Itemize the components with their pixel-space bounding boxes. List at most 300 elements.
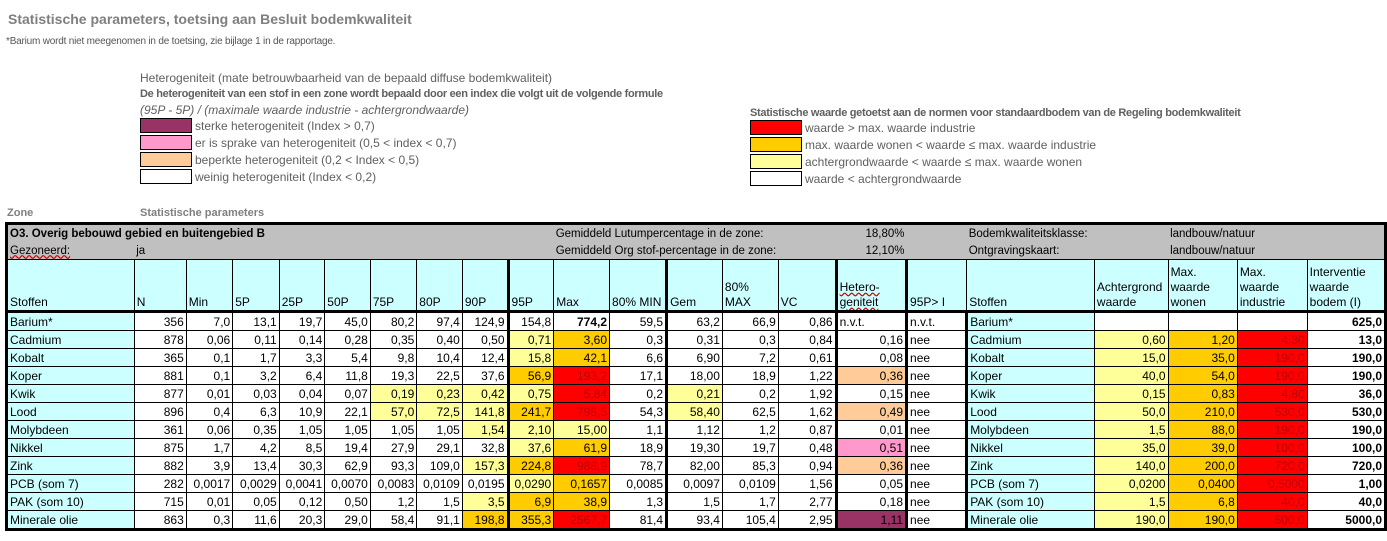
- stat-cell: 6,9: [508, 493, 554, 511]
- stat-cell: 13,1: [233, 312, 279, 331]
- stat-cell: 61,9: [554, 439, 610, 457]
- gezoneerd-label: Gezoneerd:: [7, 242, 135, 260]
- stat-cell: 0,31: [667, 331, 723, 349]
- stat-cell: nee: [907, 439, 967, 457]
- substance-name: Lood: [7, 403, 135, 421]
- stat-cell: 56,9: [508, 367, 554, 385]
- norm-legend: [750, 107, 1240, 187]
- stat-cell: 6,90: [667, 349, 723, 367]
- stat-cell: 3,9: [186, 457, 232, 475]
- substance-name: PAK (som 10): [7, 493, 135, 511]
- stat-cell: 0,3: [610, 331, 667, 349]
- stat-cell: 0,05: [233, 493, 279, 511]
- legend-label: sterke heterogeniteit (Index > 0,7): [195, 118, 375, 133]
- column-header: 5P: [233, 260, 279, 312]
- stat-cell: 1,05: [370, 421, 416, 439]
- substance-name: Nikkel: [7, 439, 135, 457]
- norm-cell: 0,0400: [1168, 475, 1237, 493]
- stat-cell: 0,03: [233, 385, 279, 403]
- stat-cell: 93,4: [667, 511, 723, 530]
- stat-cell: 1,05: [279, 421, 325, 439]
- stat-cell: 29,1: [417, 439, 463, 457]
- stat-cell: nee: [907, 403, 967, 421]
- stat-cell: 0,1657: [554, 475, 610, 493]
- stat-cell: 19,30: [667, 439, 723, 457]
- stat-cell: 0,0109: [417, 475, 463, 493]
- stat-cell: 0,71: [508, 331, 554, 349]
- legend-label: weinig heterogeniteit (Index < 0,2): [195, 169, 377, 184]
- stat-cell: 0,48: [778, 439, 836, 457]
- stat-cell: 18,9: [722, 367, 778, 385]
- legend-swatch: [140, 118, 192, 133]
- stat-cell: 988,9: [554, 457, 610, 475]
- stat-cell: 0,16: [836, 331, 906, 349]
- stat-cell: 18,00: [667, 367, 723, 385]
- stat-cell: 17,1: [610, 367, 667, 385]
- legend-item: [750, 136, 1240, 153]
- stat-cell: 13,4: [233, 457, 279, 475]
- stat-cell: 12,4: [462, 349, 508, 367]
- stat-cell: 29,0: [325, 511, 371, 530]
- stat-cell: 193,2: [554, 367, 610, 385]
- substance-name: Barium*: [967, 312, 1095, 331]
- stat-cell: 356: [134, 312, 186, 331]
- norm-cell: 190,0: [1307, 367, 1385, 385]
- stat-cell: 0,4: [186, 403, 232, 421]
- stat-cell: 37,6: [462, 367, 508, 385]
- stat-cell: 22,5: [417, 367, 463, 385]
- stat-cell: 0,3: [722, 331, 778, 349]
- substance-name: Lood: [967, 403, 1095, 421]
- stat-cell: 224,8: [508, 457, 554, 475]
- stat-cell: 0,18: [836, 493, 906, 511]
- norm-cell: 39,0: [1168, 439, 1237, 457]
- stat-cell: 0,0029: [233, 475, 279, 493]
- stat-cell: 0,3: [186, 511, 232, 530]
- norm-cell: 0,5000: [1237, 475, 1307, 493]
- legend-swatch: [750, 171, 802, 186]
- norm-cell: 190,0: [1307, 421, 1385, 439]
- norm-legend-title: Statistische waarde getoetst aan de normen voor standaardbodem van de Regeling bodemkwaliteit: [750, 107, 1241, 119]
- stat-cell: n.v.t.: [907, 312, 967, 331]
- substance-name: Cadmium: [7, 331, 135, 349]
- column-header: Max: [554, 260, 610, 312]
- stat-cell: 93,3: [370, 457, 416, 475]
- stat-cell: 0,11: [233, 331, 279, 349]
- stat-cell: 82,00: [667, 457, 723, 475]
- stat-cell: 0,36: [836, 457, 906, 475]
- column-header: N: [134, 260, 186, 312]
- legend-swatch: [140, 135, 192, 150]
- norm-cell: 35,0: [1094, 439, 1168, 457]
- hetero-legend-description: De heterogeniteit van een stof in een zone wordt bepaald door een index die volgt uit de volgende formule: [140, 88, 663, 100]
- table-row: [7, 457, 1386, 475]
- table-row: [7, 349, 1386, 367]
- stat-cell: 0,0097: [667, 475, 723, 493]
- norm-cell: 100,0: [1237, 439, 1307, 457]
- stat-cell: 0,75: [508, 385, 554, 403]
- stat-cell: 5,84: [554, 385, 610, 403]
- stat-cell: 141,8: [462, 403, 508, 421]
- stat-cell: 91,1: [417, 511, 463, 530]
- stat-cell: 27,9: [370, 439, 416, 457]
- norm-cell: 1,5: [1094, 421, 1168, 439]
- substance-name: Kwik: [7, 385, 135, 403]
- barium-note: *Barium wordt niet meegenomen in de toetsing, zie bijlage 1 in de rapportage.: [6, 36, 336, 47]
- stat-cell: 3,3: [279, 349, 325, 367]
- stat-cell: 863: [134, 511, 186, 530]
- table-row: [7, 403, 1386, 421]
- stat-cell: 0,94: [778, 457, 836, 475]
- stat-cell: 1,7: [233, 349, 279, 367]
- table-row: [7, 331, 1386, 349]
- stat-cell: 1,3: [610, 493, 667, 511]
- stat-cell: 20,3: [279, 511, 325, 530]
- legend-label: max. waarde wonen < waarde ≤ max. waarde industrie: [805, 137, 1097, 152]
- stat-cell: 0,0083: [370, 475, 416, 493]
- norm-cell: 36,0: [1307, 385, 1385, 403]
- stat-cell: nee: [907, 349, 967, 367]
- stat-cell: 1,62: [778, 403, 836, 421]
- stat-cell: 81,4: [610, 511, 667, 530]
- stat-cell: 1,7: [722, 493, 778, 511]
- stat-cell: 0,19: [370, 385, 416, 403]
- stat-cell: 97,4: [417, 312, 463, 331]
- legend-swatch: [750, 120, 802, 135]
- legend-label: er is sprake van heterogeniteit (0,5 < index < 0,7): [195, 135, 457, 150]
- substance-name: Minerale olie: [967, 511, 1095, 530]
- stat-cell: 78,7: [610, 457, 667, 475]
- stat-cell: 877: [134, 385, 186, 403]
- stat-cell: 15,00: [554, 421, 610, 439]
- column-header: Hetero-geniteit: [836, 260, 906, 312]
- stat-cell: 241,7: [508, 403, 554, 421]
- norm-cell: 625,0: [1307, 312, 1385, 331]
- norm-cell: 190,0: [1237, 367, 1307, 385]
- legend-swatch: [140, 169, 192, 184]
- stat-cell: 2,95: [778, 511, 836, 530]
- stat-cell: 0,01: [836, 421, 906, 439]
- stat-cell: 715: [134, 493, 186, 511]
- table-row: [7, 493, 1386, 511]
- column-header: 80% MAX: [722, 260, 778, 312]
- stat-cell: 1,5: [417, 493, 463, 511]
- norm-cell: [1094, 312, 1168, 331]
- norm-cell: 720,0: [1307, 457, 1385, 475]
- stat-cell: 0,04: [279, 385, 325, 403]
- stat-cell: 8,5: [279, 439, 325, 457]
- norm-cell: 190,0: [1237, 421, 1307, 439]
- norm-cell: 1,5: [1094, 493, 1168, 511]
- stat-cell: 1,22: [778, 367, 836, 385]
- stat-cell: 2,10: [508, 421, 554, 439]
- norm-cell: 210,0: [1168, 403, 1237, 421]
- stat-cell: nee: [907, 493, 967, 511]
- stat-cell: 3,2: [233, 367, 279, 385]
- stat-cell: 896: [134, 403, 186, 421]
- stat-cell: 355,3: [508, 511, 554, 530]
- stat-cell: 154,8: [508, 312, 554, 331]
- stat-cell: 1,1: [610, 421, 667, 439]
- stat-cell: 10,4: [417, 349, 463, 367]
- column-header: Interventie waarde bodem (I): [1307, 260, 1385, 312]
- stat-cell: 0,36: [836, 367, 906, 385]
- stat-cell: 798,5: [554, 403, 610, 421]
- kaart-value: landbouw/natuur: [1168, 242, 1385, 260]
- stat-cell: 22,1: [325, 403, 371, 421]
- norm-cell: 190,0: [1094, 511, 1168, 530]
- stat-cell: n.v.t.: [836, 312, 906, 331]
- stat-cell: 1,7: [186, 439, 232, 457]
- stat-cell: 1,12: [667, 421, 723, 439]
- stat-cell: 0,28: [325, 331, 371, 349]
- table-row: [7, 421, 1386, 439]
- stat-cell: 0,40: [417, 331, 463, 349]
- column-header: Max. waarde industrie: [1237, 260, 1307, 312]
- stat-cell: 6,3: [233, 403, 279, 421]
- stat-cell: 58,40: [667, 403, 723, 421]
- stat-cell: 80,2: [370, 312, 416, 331]
- column-header: 80P: [417, 260, 463, 312]
- stat-cell: 109,0: [417, 457, 463, 475]
- norm-cell: 13,0: [1307, 331, 1385, 349]
- gezoneerd-value: ja: [134, 242, 553, 260]
- stat-cell: 0,87: [778, 421, 836, 439]
- stat-cell: 0,12: [279, 493, 325, 511]
- stat-cell: 878: [134, 331, 186, 349]
- stat-cell: 1,54: [462, 421, 508, 439]
- stat-cell: 10,9: [279, 403, 325, 421]
- table-row: [7, 475, 1386, 493]
- norm-cell: 1,00: [1307, 475, 1385, 493]
- stat-cell: 0,50: [325, 493, 371, 511]
- stat-cell: 0,0041: [279, 475, 325, 493]
- stat-cell: 85,3: [722, 457, 778, 475]
- norm-cell: 15,0: [1094, 349, 1168, 367]
- stat-cell: 37,6: [508, 439, 554, 457]
- norm-cell: 1,20: [1168, 331, 1237, 349]
- column-header: 95P: [508, 260, 554, 312]
- stat-cell: 32,8: [462, 439, 508, 457]
- table-row: [7, 385, 1386, 403]
- column-header: 25P: [279, 260, 325, 312]
- stat-cell: 0,1: [186, 367, 232, 385]
- substance-name: Kwik: [967, 385, 1095, 403]
- stat-cell: 7,2: [722, 349, 778, 367]
- stat-cell: nee: [907, 475, 967, 493]
- norm-cell: 500,0: [1237, 511, 1307, 530]
- table-row: [7, 511, 1386, 530]
- stat-cell: 62,9: [325, 457, 371, 475]
- stat-cell: 59,5: [610, 312, 667, 331]
- stat-cell: 875: [134, 439, 186, 457]
- column-header: 95P> I: [907, 260, 967, 312]
- stat-cell: 19,7: [722, 439, 778, 457]
- column-header: Stoffen: [967, 260, 1095, 312]
- stat-label: Statistische parameters: [140, 207, 265, 219]
- statistics-table: [5, 222, 1387, 531]
- legend-swatch: [140, 152, 192, 167]
- stat-cell: 198,8: [462, 511, 508, 530]
- legend-item: [140, 117, 663, 134]
- legend-item: [750, 119, 1240, 136]
- stat-cell: 11,6: [233, 511, 279, 530]
- column-header: Achtergrond waarde: [1094, 260, 1168, 312]
- stat-cell: 18,9: [610, 439, 667, 457]
- stat-cell: 157,3: [462, 457, 508, 475]
- stat-cell: nee: [907, 367, 967, 385]
- stat-cell: 7,0: [186, 312, 232, 331]
- column-header: 80% MIN: [610, 260, 667, 312]
- norm-cell: [1168, 312, 1237, 331]
- stat-cell: 0,0109: [722, 475, 778, 493]
- table-row: [7, 439, 1386, 457]
- substance-name: PCB (som 7): [967, 475, 1095, 493]
- norm-cell: 100,0: [1307, 439, 1385, 457]
- stat-cell: 54,3: [610, 403, 667, 421]
- stat-cell: 0,01: [186, 385, 232, 403]
- substance-name: Nikkel: [967, 439, 1095, 457]
- stat-cell: 2,77: [778, 493, 836, 511]
- stat-cell: 58,4: [370, 511, 416, 530]
- stat-cell: 42,1: [554, 349, 610, 367]
- norm-cell: [1237, 312, 1307, 331]
- norm-cell: 4,30: [1237, 331, 1307, 349]
- table-row: [7, 367, 1386, 385]
- stat-cell: 0,14: [279, 331, 325, 349]
- legend-item: [750, 153, 1240, 170]
- stat-cell: 0,35: [233, 421, 279, 439]
- stat-cell: 15,8: [508, 349, 554, 367]
- stat-cell: 45,0: [325, 312, 371, 331]
- stat-cell: 5,4: [325, 349, 371, 367]
- org-value: 12,10%: [778, 242, 906, 260]
- substance-name: Molybdeen: [7, 421, 135, 439]
- stat-cell: 0,61: [778, 349, 836, 367]
- stat-cell: 3,60: [554, 331, 610, 349]
- stat-cell: 6,4: [279, 367, 325, 385]
- stat-cell: nee: [907, 421, 967, 439]
- stat-cell: 0,07: [325, 385, 371, 403]
- stat-cell: 0,35: [370, 331, 416, 349]
- hetero-formula: (95P - 5P) / (maximale waarde industrie - achtergrondwaarde): [140, 103, 470, 117]
- substance-name: Zink: [967, 457, 1095, 475]
- legend-swatch: [750, 154, 802, 169]
- stat-cell: 361: [134, 421, 186, 439]
- norm-cell: 0,60: [1094, 331, 1168, 349]
- legend-label: waarde > max. waarde industrie: [805, 120, 976, 135]
- norm-cell: 0,83: [1168, 385, 1237, 403]
- column-header: 75P: [370, 260, 416, 312]
- legend-label: beperkte heterogeniteit (0,2 < Index < 0,5): [195, 152, 420, 167]
- stat-cell: 19,7: [279, 312, 325, 331]
- stat-cell: 0,0195: [462, 475, 508, 493]
- stat-cell: 0,42: [462, 385, 508, 403]
- substance-name: PAK (som 10): [967, 493, 1095, 511]
- stat-cell: 0,0017: [186, 475, 232, 493]
- stat-cell: 0,0290: [508, 475, 554, 493]
- stat-cell: 0,84: [778, 331, 836, 349]
- stat-cell: 19,4: [325, 439, 371, 457]
- stat-cell: 62,5: [722, 403, 778, 421]
- stat-cell: 0,08: [836, 349, 906, 367]
- stat-cell: 0,0070: [325, 475, 371, 493]
- stat-cell: nee: [907, 385, 967, 403]
- stat-cell: 0,21: [667, 385, 723, 403]
- stat-cell: 1,92: [778, 385, 836, 403]
- substance-name: Minerale olie: [7, 511, 135, 530]
- stat-cell: 0,2: [722, 385, 778, 403]
- norm-cell: 40,0: [1094, 367, 1168, 385]
- lutum-value: 18,80%: [778, 224, 906, 243]
- stat-cell: 881: [134, 367, 186, 385]
- column-header: VC: [778, 260, 836, 312]
- norm-cell: 35,0: [1168, 349, 1237, 367]
- substance-name: Zink: [7, 457, 135, 475]
- substance-name: Barium*: [7, 312, 135, 331]
- legend-item: [140, 151, 663, 168]
- stat-cell: 0,0085: [610, 475, 667, 493]
- stat-cell: nee: [907, 331, 967, 349]
- stat-cell: 1,5: [667, 493, 723, 511]
- stat-cell: 124,9: [462, 312, 508, 331]
- page-title: Statistische parameters, toetsing aan Besluit bodemkwaliteit: [8, 11, 412, 27]
- stat-cell: 0,01: [186, 493, 232, 511]
- stat-cell: 1,2: [370, 493, 416, 511]
- norm-cell: 200,0: [1168, 457, 1237, 475]
- stat-cell: 0,05: [836, 475, 906, 493]
- stat-cell: 0,2: [610, 385, 667, 403]
- stat-cell: 2567,7: [554, 511, 610, 530]
- stat-cell: 72,5: [417, 403, 463, 421]
- kaart-label: Ontgravingskaart:: [967, 242, 1168, 260]
- stat-cell: 882: [134, 457, 186, 475]
- stat-cell: 1,2: [722, 421, 778, 439]
- zone-label: Zone: [7, 207, 34, 219]
- substance-name: Molybdeen: [967, 421, 1095, 439]
- legend-item: [140, 134, 663, 151]
- substance-name: Cadmium: [967, 331, 1095, 349]
- stat-cell: 1,56: [778, 475, 836, 493]
- substance-name: Koper: [967, 367, 1095, 385]
- stat-cell: 30,3: [279, 457, 325, 475]
- table-row: [7, 312, 1386, 331]
- stat-cell: 0,50: [462, 331, 508, 349]
- stat-cell: 0,86: [778, 312, 836, 331]
- substance-name: Koper: [7, 367, 135, 385]
- norm-cell: 140,0: [1094, 457, 1168, 475]
- org-label: Gemiddeld Org stof-percentage in de zone:: [554, 242, 779, 260]
- norm-cell: 6,8: [1168, 493, 1237, 511]
- klasse-label: Bodemkwaliteitsklasse:: [967, 224, 1168, 243]
- norm-cell: 530,0: [1307, 403, 1385, 421]
- substance-name: Kobalt: [7, 349, 135, 367]
- column-header: 90P: [462, 260, 508, 312]
- norm-cell: 54,0: [1168, 367, 1237, 385]
- stat-cell: 4,2: [233, 439, 279, 457]
- stat-cell: 282: [134, 475, 186, 493]
- stat-cell: 774,2: [554, 312, 610, 331]
- legend-swatch: [750, 137, 802, 152]
- zone-name: O3. Overig bebouwd gebied en buitengebied B: [7, 224, 554, 243]
- norm-cell: 40,0: [1237, 493, 1307, 511]
- norm-cell: 4,80: [1237, 385, 1307, 403]
- stat-cell: 1,11: [836, 511, 906, 530]
- column-header: 50P: [325, 260, 371, 312]
- stat-cell: 57,0: [370, 403, 416, 421]
- stat-cell: 0,23: [417, 385, 463, 403]
- legend-label: achtergrondwaarde < waarde ≤ max. waarde wonen: [805, 154, 1083, 169]
